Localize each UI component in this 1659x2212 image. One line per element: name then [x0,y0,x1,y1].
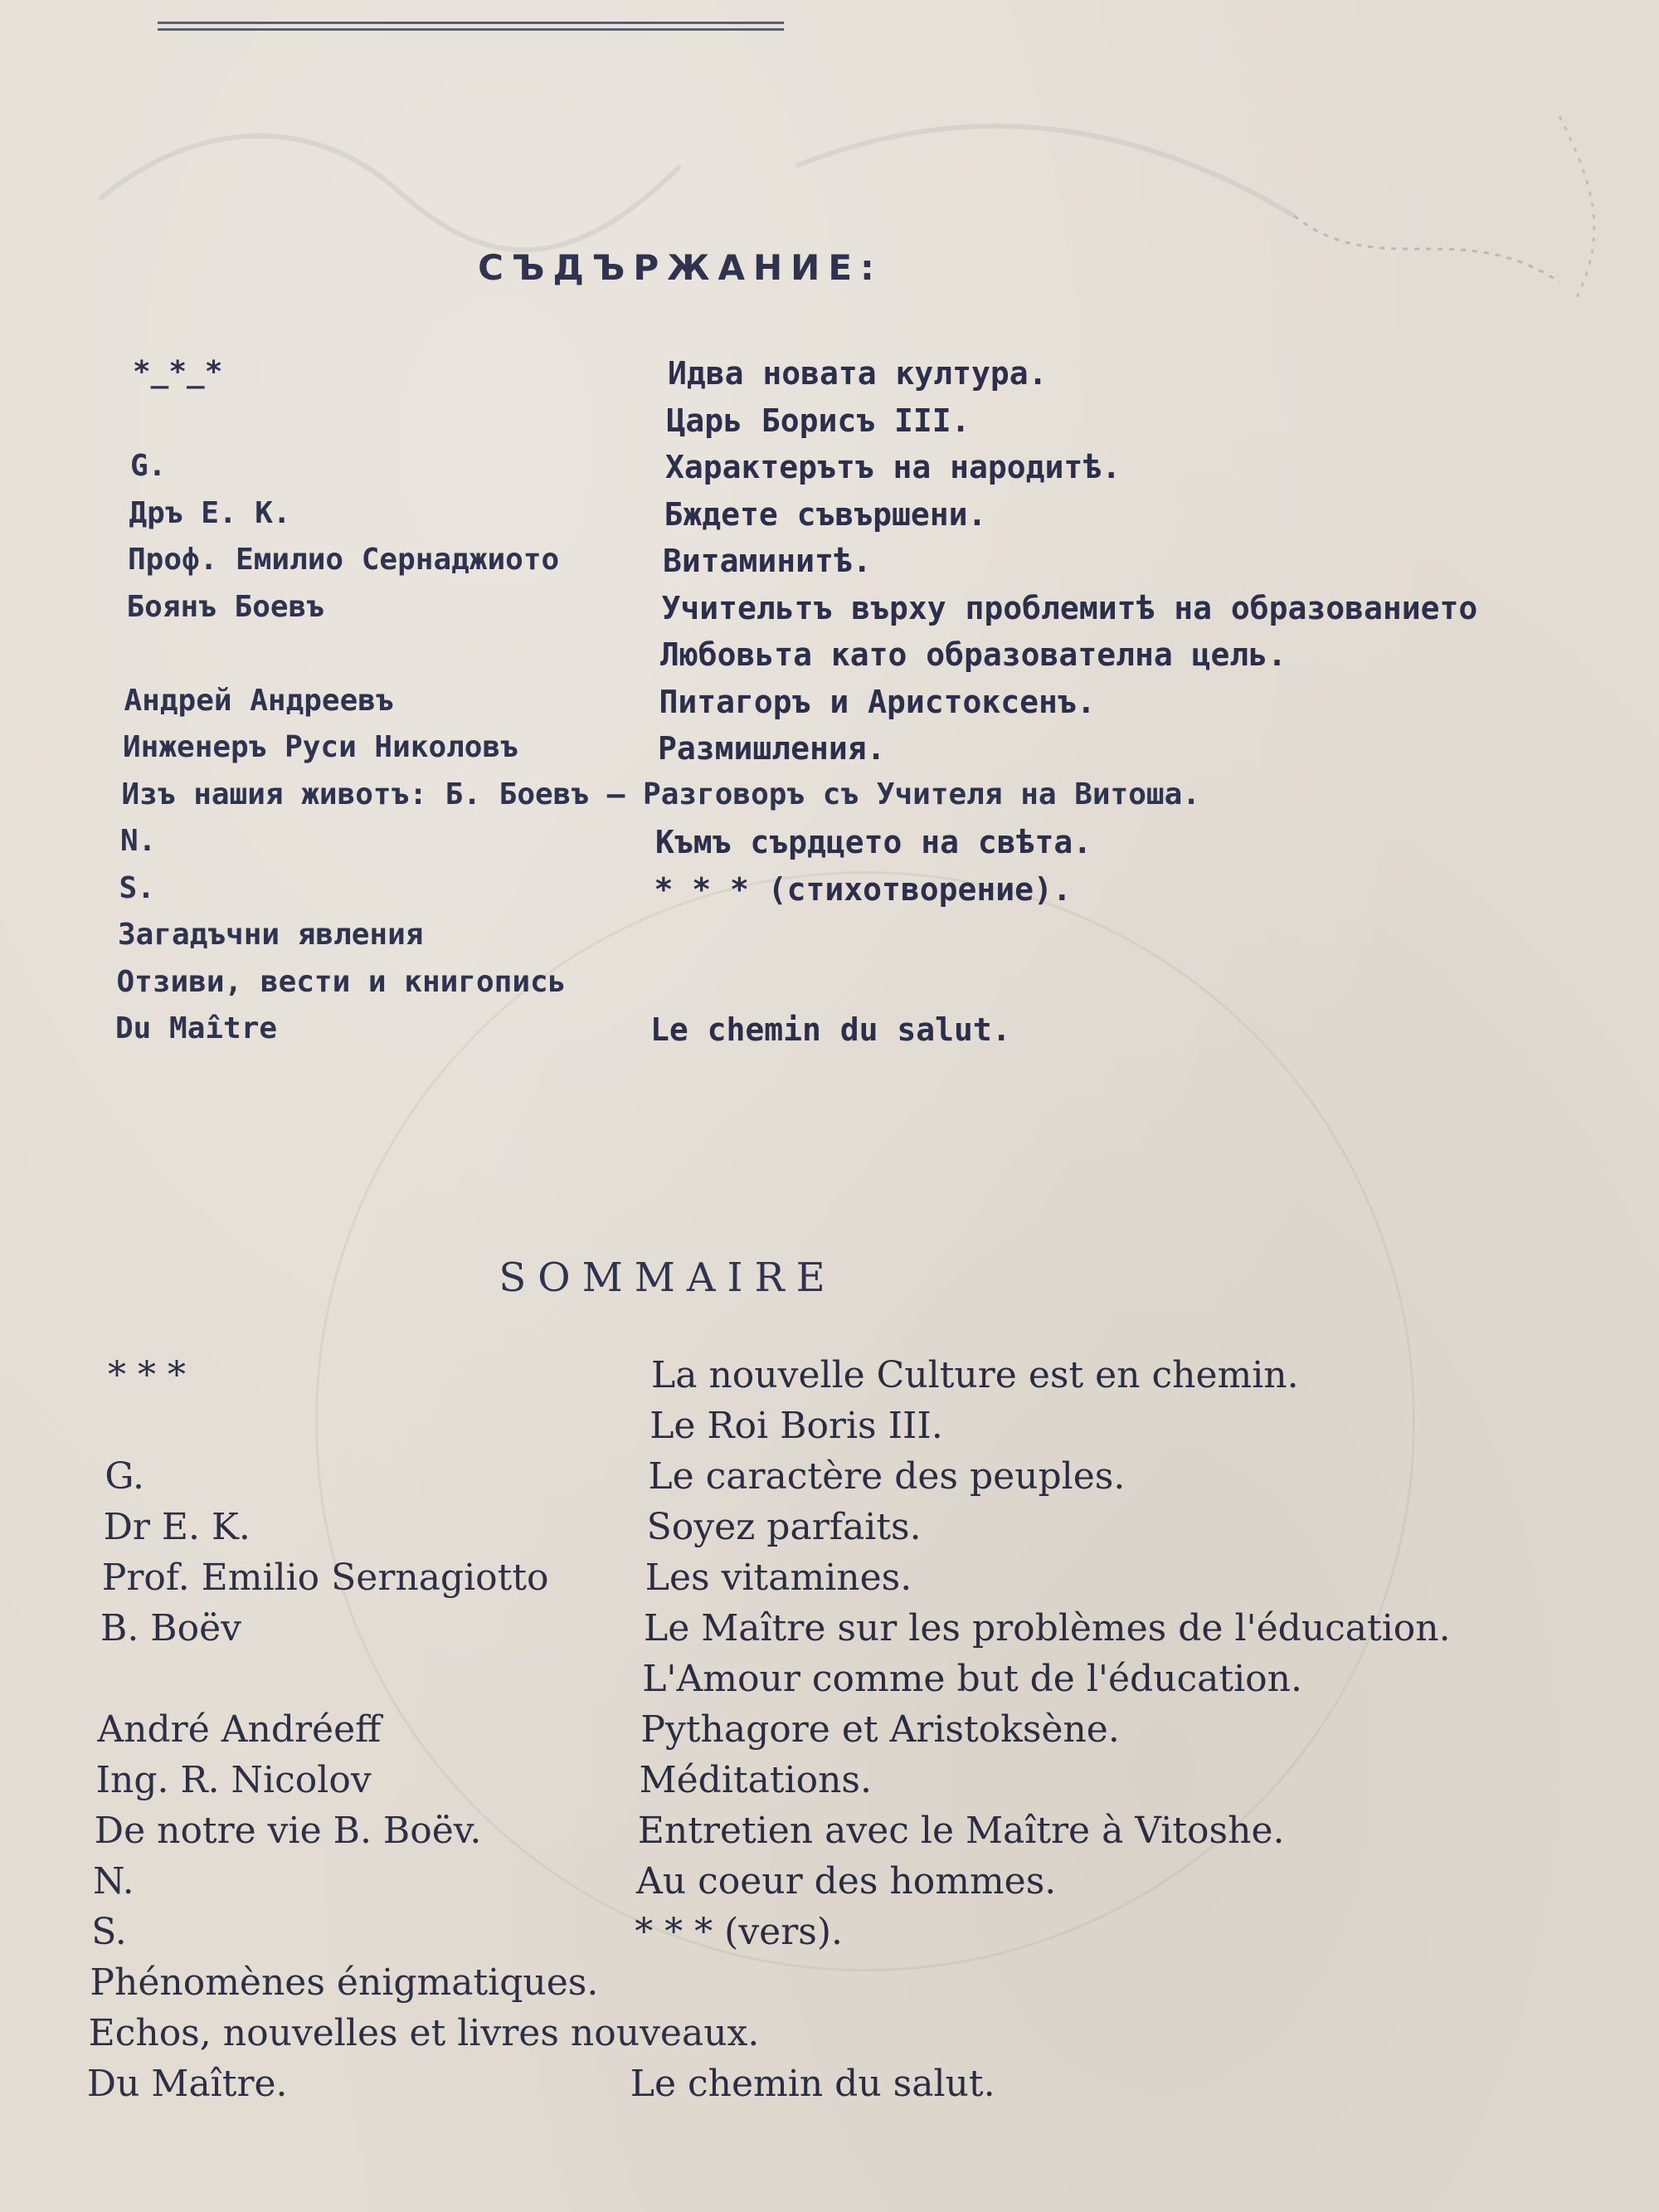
contents-entry [0,2012,1659,2060]
entry-author: B. Boëv [100,1607,242,1649]
top-double-rule [158,22,784,40]
contents-entry [0,730,1659,778]
contents-entry [0,1607,1659,1655]
entry-author: S. [119,870,155,905]
contents-entry [0,1860,1659,1908]
entry-author: Отзиви, вести и книгопись [116,964,567,999]
entry-author: Phénomènes énigmatiques. [90,1961,599,2004]
contents-heading-french: SOMMAIRE [499,1255,837,1301]
entry-author: S. [91,1911,127,1953]
entry-title: Любовьта като образователна цель. [660,636,1287,673]
contents-entry [0,918,1659,966]
contents-entry [0,1405,1659,1453]
entry-author: Проф. Емилио Сернаджиото [128,543,560,577]
entry-author: Загадъчни явления [118,918,424,952]
entry-title: Размишления. [658,730,886,767]
entry-title: Идва новата култура. [668,355,1048,392]
entry-title: Къмъ сърдцето на свѣта. [655,824,1092,860]
entry-title: Характерътъ на народитѣ. [665,449,1121,485]
contents-entry [0,1455,1659,1503]
contents-entry [0,1810,1659,1858]
entry-author: Dr E. K. [103,1506,251,1548]
entry-title: Le Roi Boris III. [649,1405,943,1447]
contents-entry [0,590,1659,638]
entry-title: Soyez parfaits. [646,1506,922,1548]
contents-entry [0,684,1659,732]
entry-author: Инженеръ Руси Николовъ [123,730,518,764]
contents-entry [0,355,1659,403]
entry-author: G. [130,449,167,483]
entry-title: Au coeur des hommes. [636,1860,1057,1903]
contents-entry [0,1961,1659,2010]
entry-author: Боянъ Боевъ [126,589,324,624]
contents-entry [0,824,1659,872]
entry-author: Du Maître. [86,2063,288,2105]
contents-entry [0,1557,1659,1605]
entry-author: *_*_* [133,355,223,389]
entry-title: Méditations. [639,1759,872,1801]
contents-heading-bulgarian: СЪДЪРЖАНИЕ: [478,247,883,288]
contents-entry [0,636,1659,685]
entry-title: * * * (стихотворение). [654,870,1072,908]
entry-author: Ing. R. Nicolov [95,1759,372,1801]
entry-title: Бждете съвършени. [664,495,987,533]
contents-entry [0,449,1659,497]
entry-title: Pythagore et Aristoksène. [640,1708,1120,1751]
contents-entry [0,871,1659,919]
entry-title: Витаминитѣ. [663,543,872,579]
entry-title: Царь Борисъ III. [666,402,971,439]
entry-author: Изъ нашия животъ: Б. Боевъ — Разговоръ съ Учителя на Витоша. [121,777,1200,811]
entry-title: Питагоръ и Аристоксенъ. [659,683,1096,720]
entry-title: Les vitamines. [645,1557,912,1599]
contents-entry [0,402,1659,451]
entry-author: Du Maître [115,1011,278,1045]
contents-entry [0,1911,1659,1959]
contents-entry [0,1658,1659,1706]
entry-title: * * * (vers). [635,1911,843,1953]
entry-author: G. [105,1455,144,1498]
entry-author: Дръ Е. К. [129,495,291,530]
entry-title: Le chemin du salut. [630,2063,995,2105]
entry-title: Le chemin du salut. [650,1011,1011,1048]
entry-author: Андрей Андреевъ [124,683,394,718]
entry-title: La nouvelle Culture est en chemin. [651,1354,1299,1396]
contents-entry [0,1354,1659,1402]
entry-title: Учительтъ върху проблемитѣ на образованието [661,589,1478,626]
contents-entry [0,496,1659,544]
contents-entry [0,2063,1659,2111]
contents-entry [0,1759,1659,1807]
contents-entry [0,1506,1659,1554]
entry-author: Echos, nouvelles et livres nouveaux. [88,2012,760,2054]
contents-entry [0,543,1659,591]
contents-entry [0,1708,1659,1756]
entry-title: Entretien avec le Maître à Vitoshe. [637,1810,1285,1852]
entry-author: N. [93,1860,134,1903]
contents-entry [0,777,1659,826]
entry-title: L'Amour comme but de l'éducation. [642,1658,1302,1700]
entry-author: * * * [108,1354,186,1396]
entry-title: Le caractère des peuples. [648,1455,1126,1498]
entry-author: De notre vie B. Boëv. [94,1810,482,1852]
entry-author: N. [120,824,157,858]
contents-entry [0,965,1659,1013]
entry-author: André Andréeff [97,1708,382,1751]
contents-entry [0,1011,1659,1060]
entry-author: Prof. Emilio Sernagiotto [101,1557,549,1599]
entry-title: Le Maître sur les problèmes de l'éducation. [644,1607,1451,1649]
